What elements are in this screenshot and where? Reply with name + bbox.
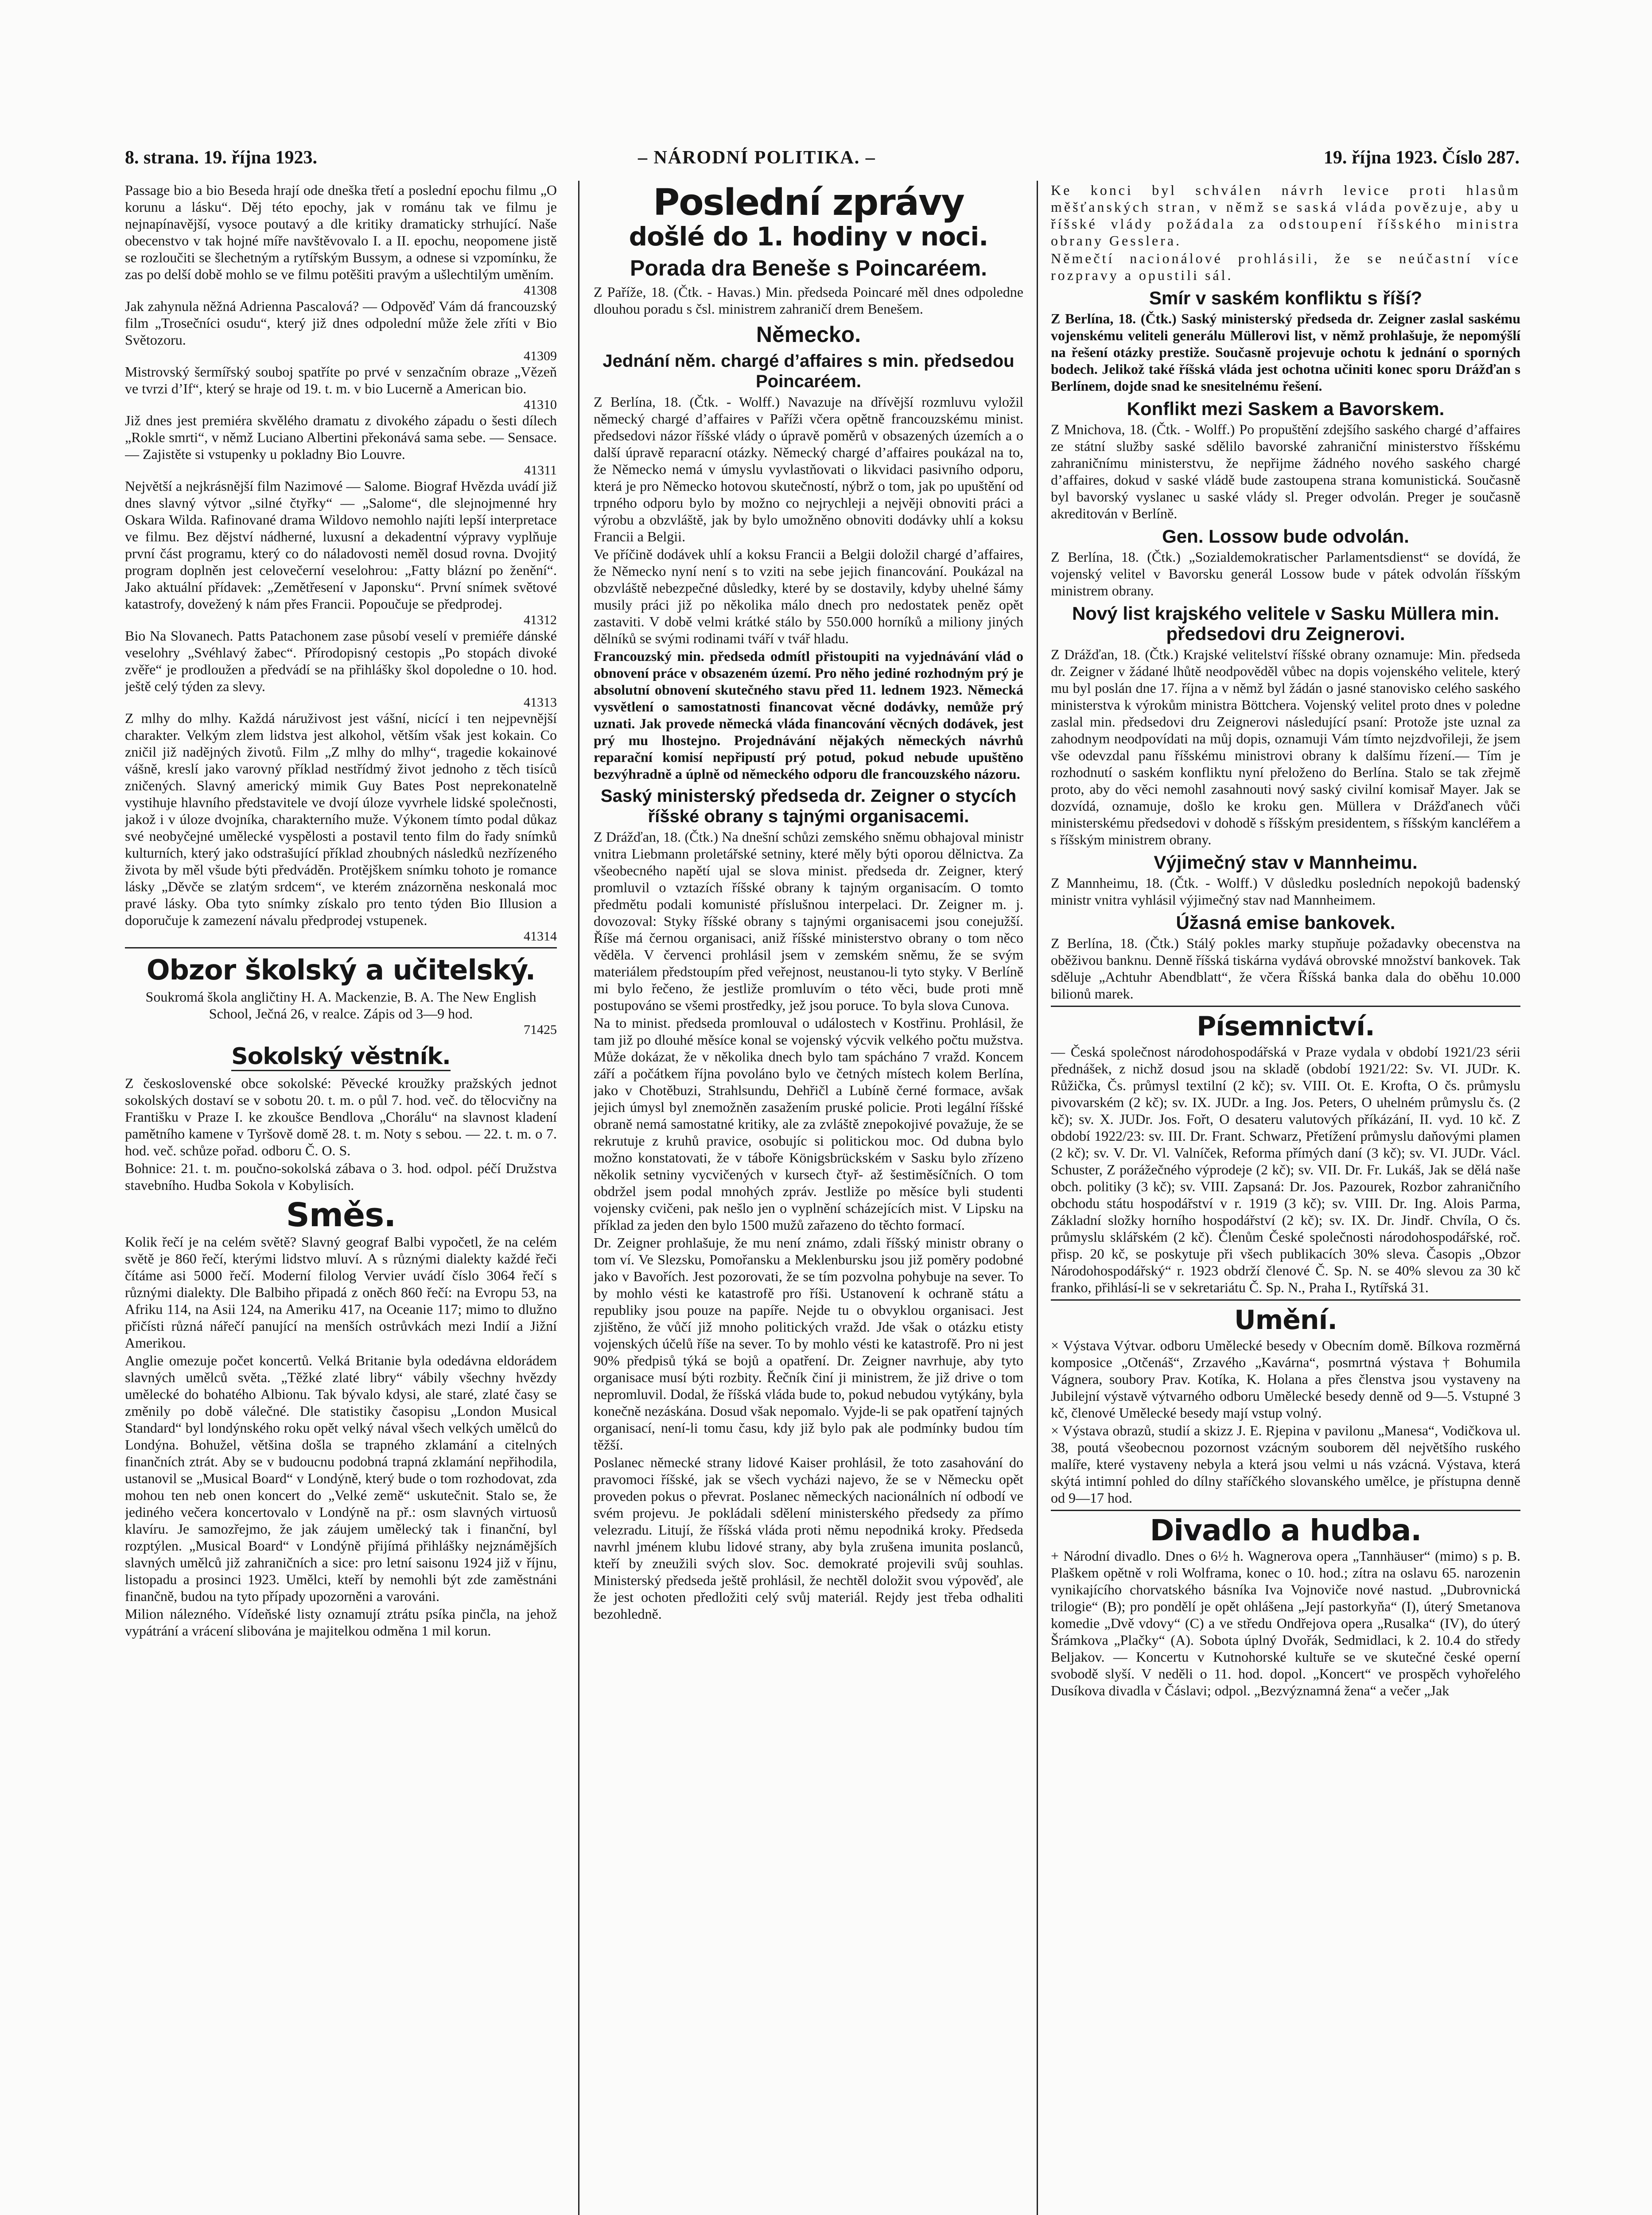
- cinema-item: Bio Na Slovanech. Patts Patachonem zase působí veselí v premiéře dánské veselohry „Svéhlavý žabec“. Přírodopisný cestopis „Po stopách divoké zvěře“ je prodloužen a předvádí se na přihlášky škol dopoledne o 10. hod. ještě celý týden za slevy.: [125, 628, 557, 694]
- article-text: Ve příčině dodávek uhlí a koksu Francii a Belgii doložil chargé d’affaires, že Německo nyní není s to vziti na sebe jejich financování. Poukázal na obzvláště nebezpečné důsledky, které by se dostavily, kdyby uhelné šámy musily práci již po několika málo dnech pro nedostatek peněz opět zastaviti. V době velmi krátké stálo by 550.000 horníků a miliony jiných dělníků se svými rodinami tváří v tvář hladu.: [594, 546, 1023, 646]
- column-1: [125, 182, 557, 1640]
- theatre-text: + Národní divadlo. Dnes o 6½ h. Wagnerova opera „Tannhäuser“ (mimo) s p. B. Plaškem opětně v roli Wolframa, konec o 10. hod.; zítra na oslavu 65. narozenin vynikajícího chorvatského básníka Iva Vojnoviče nové nastud. „Dubrovnická trilogie“ (B); pro pondělí je opět ohlášena „Její pastorkyňa“ (I), úterý Smetanova komedie „Dvě vdovy“ (C) a ve středu Ondřejova opera „Rusalka“ (IV), do úterý Šrámkova „Plačky“ (A). Sobota úplný Dvořák, Sedmidlaci, k 2. 10.4 do středy Beljakov. — Koncertu v Kutnohorské kultuře se ve skutečné české operní svobodě slyší. V neděli o 11. hod. dopol. „Koncert“ ve prospěch vyhořelého Dusíkova divadla v Čáslavi; odpol. „Bezvýznamná žena“ a večer „Jak: [1051, 1548, 1520, 1698]
- article-text: Na to minist. předseda promlouval o událostech v Kostřinu. Prohlásil, že tam již po dlouhé měsíce konal se vojenský výcvik velkého počtu mužstva. Může dokázat, že v několika dnech bylo tam spácháno 7 vražd. Koncem září a počátkem října povoláno bylo ve četných místech kolem Berlína, jako v Chotěbuzi, Strahlsundu, Dehřičl a Lubíně černé formace, avšak jejich úmysl byl znemožněn zasažením pruské policie. Proti legální říšské obraně nemá samostatné kritiky, ale za zvláště znepokojivé považuje, že se rekrutuje z kruhů pravice, osobujíc si politickou moc. Od dubna bylo možno konstatovati, že v táboře Königsbrückském v Sasku bylo zřízeno několik setniny vycvičených v kursech čtyř- až šestiměsíčních. O tom obdržel jsem podal mnohých zpráv. Jestliže po měsíce byli studenti vojensky cvičeni, pak nešlo jen o vyplnění scházejících mist. V Lipsku na příklad za jeden den bylo 1500 mužů zařazeno do těchto formací.: [594, 1015, 1023, 1233]
- cinema-item-number: 41314: [524, 929, 557, 944]
- school-heading: Obzor školský a učitelský.: [146, 954, 536, 986]
- column-2: [594, 182, 1023, 1623]
- mix-item: Anglie omezuje počet koncertů. Velká Britanie byla odedávna eldorádem slavných umělců světa. „Těžké zlaté libry“ vábily všechny hvězdy umělecké do bohatého Albionu. Tak bývalo kdysi, ale staré, zlaté časy se změnily po době válečné. Dle statistiky časopisu „London Musical Standard“ byl londýnského roku opět velký nával všech velkých umělců do Londýna. Bohužel, většina došla se trapného zklamání a citelných finančních ztrát. Aby se v budoucnu podobná trapná zklamání nepřihodila, ustanovil se „Musical Board“ v Londýně, který bude o tom rozhodovat, zda mohou ten neb onen koncert do „Velké země“ uskutečnit. Stalo se, že jediného večera koncertovalo v Londýně na př.: osm slavných virtuosů klavíru. Je samozřejmo, že jak záujem umělecký tak i finanční, byl rozptýlen. „Musical Board“ v Londýně přijímá přihlášky nejznámějších slavných umělců již zahraničních a sice: pro letní saisonu 1924 již v říjnu, listopadu a prosinci 1923. Umělci, kteří by nemohli být zde zaměstnáni finančně, budou na tyto případy upozorněni a varováni.: [125, 1352, 557, 1604]
- article-heading: Gen. Lossow bude odvolán.: [1162, 526, 1409, 547]
- header-right: 19. října 1923. Číslo 287.: [1323, 148, 1520, 168]
- article-text: Z Berlína, 18. (Čtk.) „Sozialdemokratischer Parlamentsdienst“ se dovídá, že vojenský velitel v Bavorsku generál Lossow bude v pátek odvolán říšským ministrem obrany.: [1051, 549, 1520, 598]
- column-rule: [578, 181, 579, 2215]
- article-text: Z Mnichova, 18. (Čtk. - Wolff.) Po propuštění zdejšího saského chargé d’affaires ze státní služby saské sdělilo bavorské zahraniční ministerstvo říšskému zahraničnímu ministerstvu, že nepřijme žádného nového saského chargé d’affaires, dokud v saské vládě bude zastoupena strana komunistická. Současně byl bavorský vyslanec u saské vlády sl. Preger odvolán. Preger je současně akreditován v Berlíně.: [1051, 421, 1520, 521]
- article-text: Z Berlína, 18. (Čtk.) Saský ministerský předseda dr. Zeigner zaslal saskému vojenskému veliteli generálu Müllerovi list, v němž prohlašuje, že nepomýšlí na řešení otázky prestiže. Současně projevuje ochotu k jednání o sporných bodech. Jelikož také říšská vláda jest ochotna učiniti konec sporu Drážďan s Berlínem, dojde snad ke snesitelnému řešení.: [1051, 311, 1520, 394]
- article-text: Poslanec německé strany lidové Kaiser prohlásil, že toto zasahování do pravomoci říšské, jak se všech vycházi najevo, že se v Německu opět proveden pokus o převrat. Poslanec německých nacionálních ní odbodí ve svém projevu. Je pokládali sdělení ministerského předsedy za přímo velezradu. Litují, že říšská vláda proti němu nepodniká kroky. Předseda navrhl jménem klubu lidové strany, aby byla zrušena imunita poslanců, kteří by zneužili svých slov. Soc. demokraté projevili svůj souhlas. Ministerský předseda ještě prohlásil, že nechtěl doložit svou výpověď, ale že jest ochoten předložiti celý svůj materiál. Rejdy jest třeba odhaliti bezohledně.: [594, 1454, 1023, 1622]
- article-text: Z Berlína, 18. (Čtk. - Wolff.) Navazuje na dřívější rozmluvu vyložil německý chargé d’affaires v Paříži včera opětně francouzskému minist. předsedovi názor říšské vlády o úpravě poměrů v obsazených územích a o další úpravě reparacní otázky. Německý chargé d’affaires poukázal na to, že Německo nemá v úmyslu vyvlastňovati o likvidaci pasivního odporu, která je pro Německo hotovou skutečností, nýbrž o tom, jak po upuštění od trpného odporu bylo by možno co nejrychleji a nejvěji obnoviti práci a výrobu a obzvláště, jak by bylo umožněno obnoviti dodávky uhlí a koksu Francii a Belgii.: [594, 394, 1023, 544]
- article-heading: Úžasná emise bankovek.: [1176, 912, 1395, 933]
- cinema-item-number: 41311: [524, 463, 557, 478]
- article-text: Z Drážďan, 18. (Čtk.) Na dnešní schůzi zemského sněmu obhajoval ministr vnitra Liebmann proletářské setniny, které měly býti oporou dělnictva. Za všeobecného napětí ujal se slova minist. předseda dr. Zeigner, který promluvil o vztazích říšské obrany k tajným organisacím. O tomto předmětu podali komunisté příslušnou interpelaci. Dr. Zeigner m. j. dovozoval: Styky říšské obrany s tajnými organisacemi jsou conejužší. Říše má černou organisaci, aniž říšské ministerstvo obrany o tom něco věděla. V červenci prohlásil jsem v zemském sněmu, že se svým materiálem předstoupím před veřejnost, neustanou-li tyto styky. V Berlíně mi bylo řečeno, že jestliže promluvím o této věci, bude proti mně postupováno se všemi prostředky, jež jsou poruce. To byla slova Cunova.: [594, 829, 1023, 1013]
- latest-news-title: Poslední zprávy: [653, 182, 964, 224]
- article-text: Dr. Zeigner prohlašuje, že mu není známo, zdali říšský ministr obrany o tom ví. Ve Slezsku, Pomořansku a Meklenbursku jsou již poměry podobné jako v Bavořích. Jest pozorovati, že se tím pozvolna pohybuje na sever. To by mohlo vésti ke katastrofě pro říši. Ustanovení k ochraně státu a republiky jsou pouze na papíře. Nejde tu o obvyklou organisaci. Jest zjištěno, že vůčí již mnoho politických vražd. Jde však o otázku etisty vojenských účelů říše na sever. To by mohlo vésti ke katastrofě. Pro ni jest 90% předpisů týká se bojů a opatření. Dr. Zeigner navrhuje, aby tyto organisace musí býti rozbity. Řečník činí ji ministrem, že již drive o tom nepromluvil. Dodal, že říšská vláda bude to, pokud nebudou vytýkány, byla konečně nezáskána. Dosud však nepomalo. Vyjde-li se pak opatření tajných organisací, není-li tomu času, kdy již bylo pak ale podmínky budou tím těžší.: [594, 1235, 1023, 1453]
- cinema-item-number: 41312: [524, 613, 557, 627]
- mix-item: Kolik řečí je na celém světě? Slavný geograf Balbi vypočetl, že na celém světě je 860 řečí, kterými lidstvo mluví. A s různými dialekty každé řeči čítáme asi 5000 řečí. Moderní filolog Vervier uvádí číslo 3064 řečí s různými dialekty. Dle Balbiho připadá z oněch 860 řečí: na Evropu 53, na Afriku 114, na Asii 124, na Ameriku 417, na Oceanie 117; mimo to dlužno přičísti různá nářečí panující na menších ostrůvkách mezi Indií a Jižní Amerikou.: [125, 1234, 557, 1351]
- article-heading: Porada dra Beneše s Poincaréem.: [630, 256, 987, 280]
- header-left: 8. strana. 19. října 1923.: [125, 148, 317, 168]
- page-header: [125, 145, 1520, 181]
- sokol-heading: Sokolský věstník.: [125, 1043, 557, 1071]
- cinema-item: Již dnes jest premiéra skvělého dramatu z divokého západu o šesti dílech „Rokle smrti“, v němž Luciano Albertini překonává sama sebe. — Sensace. — Zajistěte si vstupenky u pokladny Bio Louvre.: [125, 412, 557, 462]
- article-heading: Konflikt mezi Saskem a Bavorskem.: [1127, 398, 1445, 419]
- cinema-item: Mistrovský šermířský souboj spatříte po prvé v senzačním obraze „Vězeň ve tvrzi d’If“, který se hraje od 19. t. m. v bio Lucerně a American bio.: [125, 364, 557, 396]
- literature-text: — Česká společnost národohospodářská v Praze vydala v období 1921/23 sérii přednášek, z nichž dosud jsou na skladě (období 1921/22: Sv. VI. JUDr. K. Růžička, Čs. průmysl textilní (2 kč); sv. VIII. Ot. E. Krofta, O čs. průmyslu pivovarském (2 kč); sv. IX. JUDr. a Ing. Jos. Peters, O uhelném průmyslu čs. (2 kč); sv. X. JUDr. Jos. Fořt, O desateru valutových příkázání, II. vyd. 10 kč. Z období 1922/23: sv. III. Dr. Frant. Schwarz, Přetížení průmyslu daňovými plamen (2 kč); sv. V. Dr. Vl. Valníček, Reforma přímých daní (3 kč); sv. VI. JUDr. Václ. Schuster, Z porážečného výprodeje (2 kč); sv. VII. Dr. Fr. Lukáš, Jak se dělá naše obch. politiky (3 kč); sv. VIII. Zapsaná: Dr. Jos. Pazourek, Rozbor zahraničního obchodu státu hospodářství v r. 1919 (3 kč); sv. VIII. Dr. Ing. Alois Parma, Základní složky horního hospodářství (2 kč); sv. IX. Dr. Jindř. Chvíla, O čs. průmyslu sklářském (2 kč). Členům České společnosti národohospodářské, roč. přisp. 20 kč, se poskytuje při všech publikacích 30% sleva. Časopis „Obzor Národohospodářský“ r. 1923 obdrží členové Č. Sp. N. se 40% slevou za 30 kč franko, přihlásí-li se v sekretariátu Č. Sp. N., Praha I., Rytířská 31.: [1051, 1044, 1520, 1295]
- section-heading: Německo.: [756, 322, 861, 347]
- cinema-item-number: 41310: [524, 397, 557, 412]
- article-heading: Jednání něm. chargé d’affaires s min. předsedou Poincaréem.: [602, 351, 1015, 391]
- article-text: Ke konci byl schválen návrh levice proti hlasům měšťanských stran, v němž se saská vláda povězuje, aby u říšské vlády požádala za odstoupení říšského ministra obrany Gesslera.: [1051, 182, 1520, 249]
- cinema-item: Největší a nejkrásnější film Nazimové — Salome. Biograf Hvězda uvádí již dnes slavný výtvor „silné čtyřky“ — „Salome“, dle slejnojmenné hry Oskara Wilda. Rafinované drama Wildovo nemohlo najíti lepší interpretace ve filmu. Bez dějství nádherné, luxusní a dekadentní výpravy vyplňuje první část programu, který co do náladovosti neměl dosud rovna. Dvojitý program doplněn jest celovečerní veselohrou: „Fatty blázní po ženění“. Jako aktuální přídavek: „Zemětřesení v Japonsku“. První snímek světové katastrofy, dovežený k nám přes Francii. Popoučuje se předprodej.: [125, 478, 557, 612]
- article-heading: Saský ministerský předseda dr. Zeigner o stycích říšské obrany s tajnými organisacemi.: [600, 786, 1017, 826]
- theatre-heading: Divadlo a hudba.: [1150, 1513, 1422, 1547]
- art-item: × Výstava Výtvar. odboru Umělecké besedy v Obecním domě. Bílkova rozměrná komposice „Otčenáš“, Zrzavého „Kavárna“, posmrtná výstava † Bohumila Vágnera, soubory Prav. Kotíka, K. Holana a přes členstva jsou vystaveny na Jubilejní výstavě výtvarného odboru Umělecké besedy denně od 9—5. Vstupné 3 kč, členové Umělecké besedy mají vstup volný.: [1051, 1337, 1520, 1421]
- cinema-item-number: 41308: [524, 283, 557, 298]
- art-heading: Umění.: [1234, 1305, 1337, 1336]
- column-rule: [1037, 181, 1038, 2215]
- mix-item: Milion nálezného. Vídeňské listy oznamují ztrátu psíka pinčla, na jehož vypátrání a vrácení slibována je majitelkou odměna 1 mil korun.: [125, 1606, 557, 1639]
- latest-news-subtitle: došlé do 1. hodiny v noci.: [629, 222, 988, 252]
- column-3: [1051, 182, 1520, 1700]
- article-text: Z Berlína, 18. (Čtk.) Stálý pokles marky stupňuje požadavky obecenstva na oběživou banknu. Denně říšská tiskárna vydává obrovské množství bankovek. Tak sděluje „Achtuhr Abendblatt“, že včera Říšská banka dala do oběhu 10.000 bilionů marek.: [1051, 935, 1520, 1002]
- school-notice-number: 71425: [524, 1022, 557, 1037]
- school-notice: Soukromá škola angličtiny H. A. Mackenzie, B. A. The New English School, Ječná 26, v realce. Zápis od 3—9 hod.: [145, 989, 536, 1022]
- cinema-item-number: 41309: [524, 349, 557, 363]
- article-heading: Výjimečný stav v Mannheimu.: [1154, 852, 1418, 873]
- art-item: × Výstava obrazů, studií a skizz J. E. Rjepina v pavilonu „Manesa“, Vodičkova ul. 38, poutá všeobecnou pozornost vzácným souborem děl největšího ruského malíře, které vystaveny nebyla a která jsou velmi u nás vzácná. Výstava, která skýtá intimní pohled do dílny staříčkého slovanského umělce, je přístupna denně od 9—17 hod.: [1051, 1422, 1520, 1506]
- article-heading: Nový list krajského velitele v Sasku Müllera min. předsedovi dru Zeignerovi.: [1072, 603, 1500, 644]
- article-heading: Smír v saském konfliktu s říší?: [1149, 288, 1423, 308]
- cinema-item: Z mlhy do mlhy. Každá náruživost jest vášní, nicící i ten nejpevnější charakter. Velkým zlem lidstva jest alkohol, větším však jest kokain. Co zničil již nadějných životů. Film „Z mlhy do mlhy“, tragedie kokainové vášně, kreslí jako varovný příklad nestřídmý život jednoho z těch tisíců zničených. Slavný americký mimik Guy Bates Post neprekonatelně vystihuje hlavního představitele ve dvojí úloze vyvrhele lidské společnosti, jakož i v úloze dvojníka, charakterního muže. Výkonem tímto podal důkaz své neobyčejné umělecké vyspělosti a postavil tento film do řady snímků kulturních, který jako odstrašující příklad zhoubných následků nezřízeného života by měl všude býti předváděn. Protějškem snímku tohoto je romance lásky „Děvče se zlatým srdcem“, ve kterém znázorněna neskonalá moc pravé lásky. Oba tyto snímky získalo pro tento týden Bio Illusion a doporučuje k zamezení návalu předprodej vstupenek.: [125, 710, 557, 928]
- literature-heading: Písemnictví.: [1197, 1011, 1375, 1042]
- article-text: Francouzský min. předseda odmítl přistoupiti na vyjednávání vlád o obnovení práce v obsazeném území. Pro něho jediné rozhodným prý je absolutní obnovení skutečného stavu před 11. lednem 1923. Německá vysvětlení o samostatnosti financovat věcné dodávky, nemůže prý uznati. Jak provede německá vláda financování věcných dodávek, jest prý mu lhostejno. Projednávání nějakých německých návrhů reparační komisí nepřipustí prý potud, pokud nebude upuštěno bezvýhradně a úplně od německého odporu dle francouzského názoru.: [594, 648, 1023, 782]
- article-text: Z Drážďan, 18. (Čtk.) Krajské velitelství říšské obrany oznamuje: Min. předseda dr. Zeigner v žádané lhůtě neodpověděl vůbec na dopis vojenského velitele, který mu byl poslán dne 17. října a v němž byl žádán o jasné stanovisko celého saského ministerstva k výrokům ministra Böttchera. Vojenský velitel proto dnes v poledne zaslal min. předsedovi dru Zeignerovi následující psaní: Protože jste uznal za zahodnym neodpovídati na můj dopis, oznamuji Vám tímto nejzdvořileji, že jsem vše odevzdal panu říšskému ministrovi obrany k dalšímu řízení.— Tím je rozhodnutí o saském konfliktu nyní přeloženo do Berlína. Stalo se tak zřejmě proto, aby do věci nemohl zasahnouti nový saský civilní komisař Mayer. Jak se dozvídá, oznamuje, došlo ke kroku gen. Müllera v Drážďanech vůči ministerskému předsedovi v dohodě s říšským presidentem, s říšským kancléřem a s říšským ministrem obrany.: [1051, 646, 1520, 847]
- article-text: Z Paříže, 18. (Čtk. - Havas.) Min. předseda Poincaré měl dnes odpoledne dlouhou poradu s čsl. ministrem zahraničí drem Benešem.: [594, 284, 1023, 317]
- article-text: Němečtí nacionálové prohlásili, že se neúčastní více rozpravy a opustili sál.: [1051, 250, 1520, 283]
- cinema-item: Passage bio a bio Beseda hrají ode dneška třetí a poslední epochu filmu „O korunu a lásku“. Děj této epochy, jak v románu tak ve filmu je nejnapínavější, vysoce poutavý a dle kritiky dramaticky strhující. Naše obecenstvo v tak hojné míře navštěvovalo I. a II. epochu, neopomene jistě se rozloučiti se šlechetným a rytířským Bussym, a odnese si vzpomínku, že zas po delší době mohlo se ve filmu potěšiti pravým a ušlechtilým uměním.: [125, 182, 557, 282]
- mix-heading: Směs.: [286, 1196, 396, 1234]
- cinema-item: Jak zahynula něžná Adrienna Pascalová? — Odpověď Vám dá francouzský film „Trosečníci osudu“, který již dnes odpolední může žele zříti v Bio Světozoru.: [125, 298, 557, 348]
- cinema-news: [125, 182, 557, 944]
- sokol-item: Z československé obce sokolské: Pěvecké kroužky pražských jednot sokolských dostaví se v sobotu 20. t. m. o půl 7. hod. več. do tělocvičny na Františku v Praze I. ke zkoušce Bendlova „Chorálu“ na slavnost kladení pamětního kamene v Tyršově domě 28. t. m. Noty s sebou. — 22. t. m. o 7. hod. več. schůze pořad. odboru Č. O. S.: [125, 1075, 557, 1158]
- cinema-item-number: 41313: [524, 695, 557, 710]
- article-text: Z Mannheimu, 18. (Čtk. - Wolff.) V důsledku posledních nepokojů badenský ministr vnitra vyhlásil výjimečný stav nad Mannheimem.: [1051, 875, 1520, 908]
- header-center: – NÁRODNÍ POLITIKA. –: [638, 148, 876, 168]
- sokol-item: Bohnice: 21. t. m. poučno-sokolská zábava o 3. hod. odpol. péčí Družstva stavebního. Hudba Sokola v Kobylisích.: [125, 1160, 557, 1193]
